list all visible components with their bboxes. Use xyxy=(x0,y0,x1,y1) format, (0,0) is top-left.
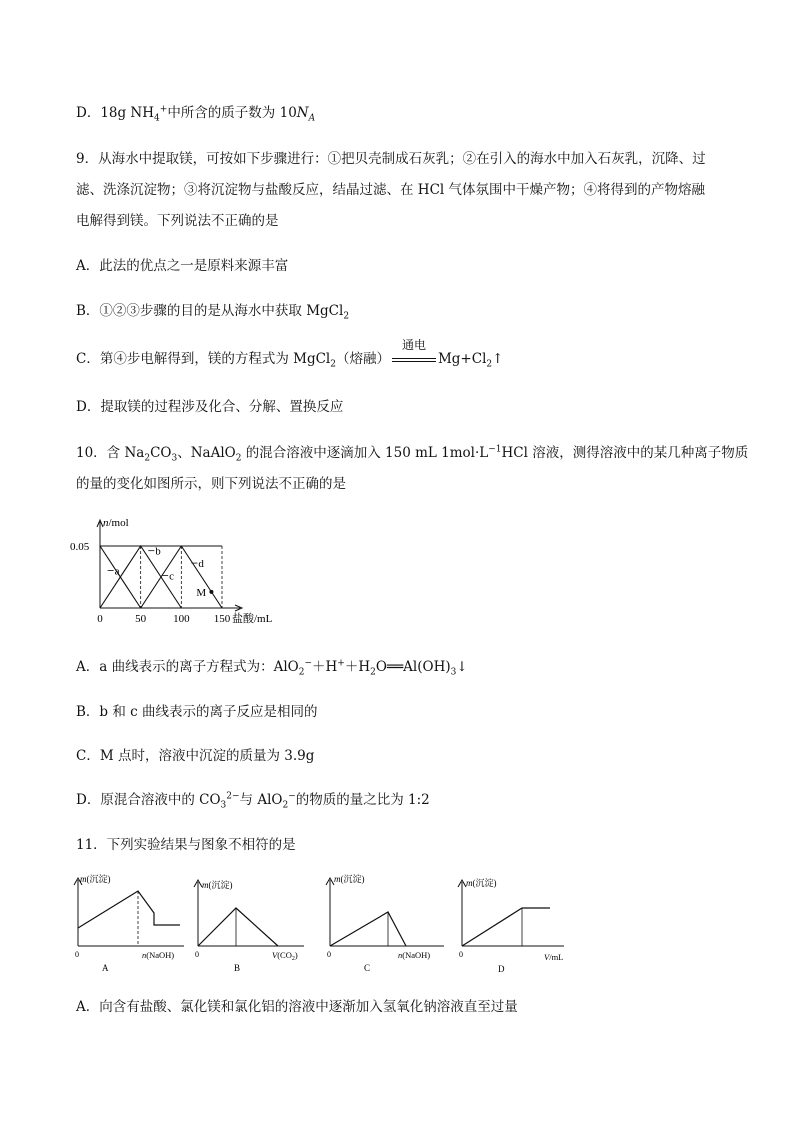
q9-stem-line2: 滤、洗涤沉淀物；③将沉淀物与盐酸反应，结晶过滤、在 HCl 气体氛围中干燥产物；④将得到的产物熔融 xyxy=(76,182,706,198)
subscript: 2 xyxy=(298,667,305,678)
equals-bar xyxy=(392,358,436,362)
q10-stem-line1 xyxy=(76,444,748,462)
avogadro-a: A xyxy=(308,113,316,124)
curve xyxy=(330,912,406,946)
superscript: + xyxy=(159,104,168,115)
subscript: 2 xyxy=(330,359,336,370)
q10-option-d xyxy=(76,791,430,809)
graph-label: B xyxy=(234,963,241,973)
series-label-a: a xyxy=(114,565,120,578)
x-tick-label: 50 xyxy=(135,613,147,625)
q9-option-b xyxy=(76,302,349,320)
q11-option-a: A．向含有盐酸、氯化镁和氯化铝的溶液中逐渐加入氢氧化钠溶液直至过量 xyxy=(76,999,518,1015)
text: Mg+Cl xyxy=(437,351,487,367)
x-label: n(NaOH) xyxy=(398,950,431,960)
subscript: 3 xyxy=(171,453,178,464)
subscript: 3 xyxy=(220,800,227,811)
y-axis-label: n/mol xyxy=(103,517,129,529)
text: 10．含 Na xyxy=(76,445,145,461)
text: ↓ xyxy=(456,659,468,675)
x-tick-label: 100 xyxy=(173,613,190,625)
condition-text: 通电 xyxy=(401,338,426,352)
superscript: −1 xyxy=(488,444,502,455)
x-axis-label: 盐酸/mL xyxy=(232,613,273,625)
avogadro-n: N xyxy=(296,105,309,121)
q10-stem-line2: 的量的变化如图所示，则下列说法不正确的是 xyxy=(76,476,346,492)
origin-label: 0 xyxy=(75,950,79,959)
y-axis xyxy=(194,880,202,946)
subscript: 2 xyxy=(282,800,289,811)
text: B．①②③步骤的目的是从海水中获取 MgCl xyxy=(76,303,344,319)
y-axis xyxy=(458,880,466,946)
x-label: $V(CO_2)$ xyxy=(272,950,298,962)
q11-graph-b xyxy=(188,868,312,978)
subscript: 3 xyxy=(450,667,457,678)
q10-option-c: C．M 点时，溶液中沉淀的质量为 3.9g xyxy=(76,748,315,764)
text: HCl 溶液，测得溶液中的某几种离子物质 xyxy=(501,445,749,461)
q9-stem-line3: 电解得到镁。下列说法不正确的是 xyxy=(76,213,279,229)
text: 中所含的质子数为 10 xyxy=(167,105,297,121)
origin-label: 0 xyxy=(459,950,463,959)
point-m xyxy=(209,590,213,594)
subscript: 2 xyxy=(370,667,376,678)
text: ＋H xyxy=(312,659,338,675)
q11-stem: 11．下列实验结果与图象不相符的是 xyxy=(76,837,296,853)
superscript: 2− xyxy=(226,791,240,802)
q9-stem-line1: 9．从海水中提取镁，可按如下步骤进行：①把贝壳制成石灰乳；②在引入的海水中加入石灰乳，沉降、过 xyxy=(76,151,706,167)
q11-graph-a xyxy=(66,868,190,978)
point-m-label: M xyxy=(196,586,207,599)
text: 的物质的量之比为 1:2 xyxy=(295,792,430,808)
origin-label: 0 xyxy=(327,950,331,959)
curve xyxy=(78,891,180,928)
y-label: m(沉淀) xyxy=(80,874,111,884)
y-tick-label: 0.05 xyxy=(70,541,90,553)
y-axis xyxy=(97,520,103,608)
subscript: 2 xyxy=(486,359,493,370)
q8-option-d xyxy=(76,104,315,122)
y-axis xyxy=(326,878,334,946)
y-label: m(沉淀) xyxy=(466,878,497,888)
text: A．a 曲线表示的离子方程式为：AlO xyxy=(76,659,299,675)
y-axis xyxy=(74,878,82,946)
subscript: 2 xyxy=(144,453,151,464)
x-tick-label: 150 xyxy=(213,613,231,625)
curve xyxy=(198,908,278,946)
graph-label: A xyxy=(102,963,109,973)
text: ＋H xyxy=(344,659,371,675)
y-label: m(沉淀) xyxy=(334,874,365,884)
gas-arrow: ↑ xyxy=(492,351,504,367)
subscript: 4 xyxy=(154,113,160,124)
origin-label: 0 xyxy=(195,950,199,959)
series-label-c: c xyxy=(169,570,175,583)
series-label-b: b xyxy=(155,545,161,558)
y-label: m(沉淀) xyxy=(202,880,233,890)
subscript: 2 xyxy=(235,453,242,464)
q11-graph-d xyxy=(452,868,576,978)
text: （熔融） xyxy=(335,351,390,367)
text: D．18g NH xyxy=(76,105,155,121)
superscript: − xyxy=(288,791,296,802)
graph-label: D xyxy=(498,964,505,974)
subscript: 2 xyxy=(343,311,350,322)
q9-option-a: A．此法的优点之一是原料来源丰富 xyxy=(76,258,289,274)
x-label: n(NaOH) xyxy=(142,950,175,960)
text: O══Al(OH) xyxy=(375,659,451,675)
curve xyxy=(462,908,550,946)
text: 、NaAlO xyxy=(177,445,236,461)
x-tick-label: 0 xyxy=(97,613,103,625)
q10-option-a xyxy=(76,658,468,676)
graph-label: C xyxy=(364,963,371,973)
superscript: + xyxy=(337,658,345,669)
superscript: − xyxy=(304,658,313,669)
q9-option-c xyxy=(76,338,504,370)
q9-option-d: D．提取镁的过程涉及化合、分解、置换反应 xyxy=(76,399,344,415)
text: CO xyxy=(150,445,172,461)
x-label: V/mL xyxy=(544,952,564,962)
q10-chart xyxy=(70,512,310,632)
q10-option-b: B．b 和 c 曲线表示的离子反应是相同的 xyxy=(76,704,318,720)
q11-graph-c xyxy=(320,868,444,978)
text: C．第④步电解得到，镁的方程式为 MgCl xyxy=(76,351,331,367)
text: D．原混合溶液中的 CO xyxy=(76,792,221,808)
text: 与 AlO xyxy=(239,792,283,808)
reaction-condition xyxy=(392,338,436,368)
series-label-d: d xyxy=(198,558,204,571)
text: 的混合溶液中逐滴加入 150 mL 1mol·L xyxy=(241,445,489,461)
